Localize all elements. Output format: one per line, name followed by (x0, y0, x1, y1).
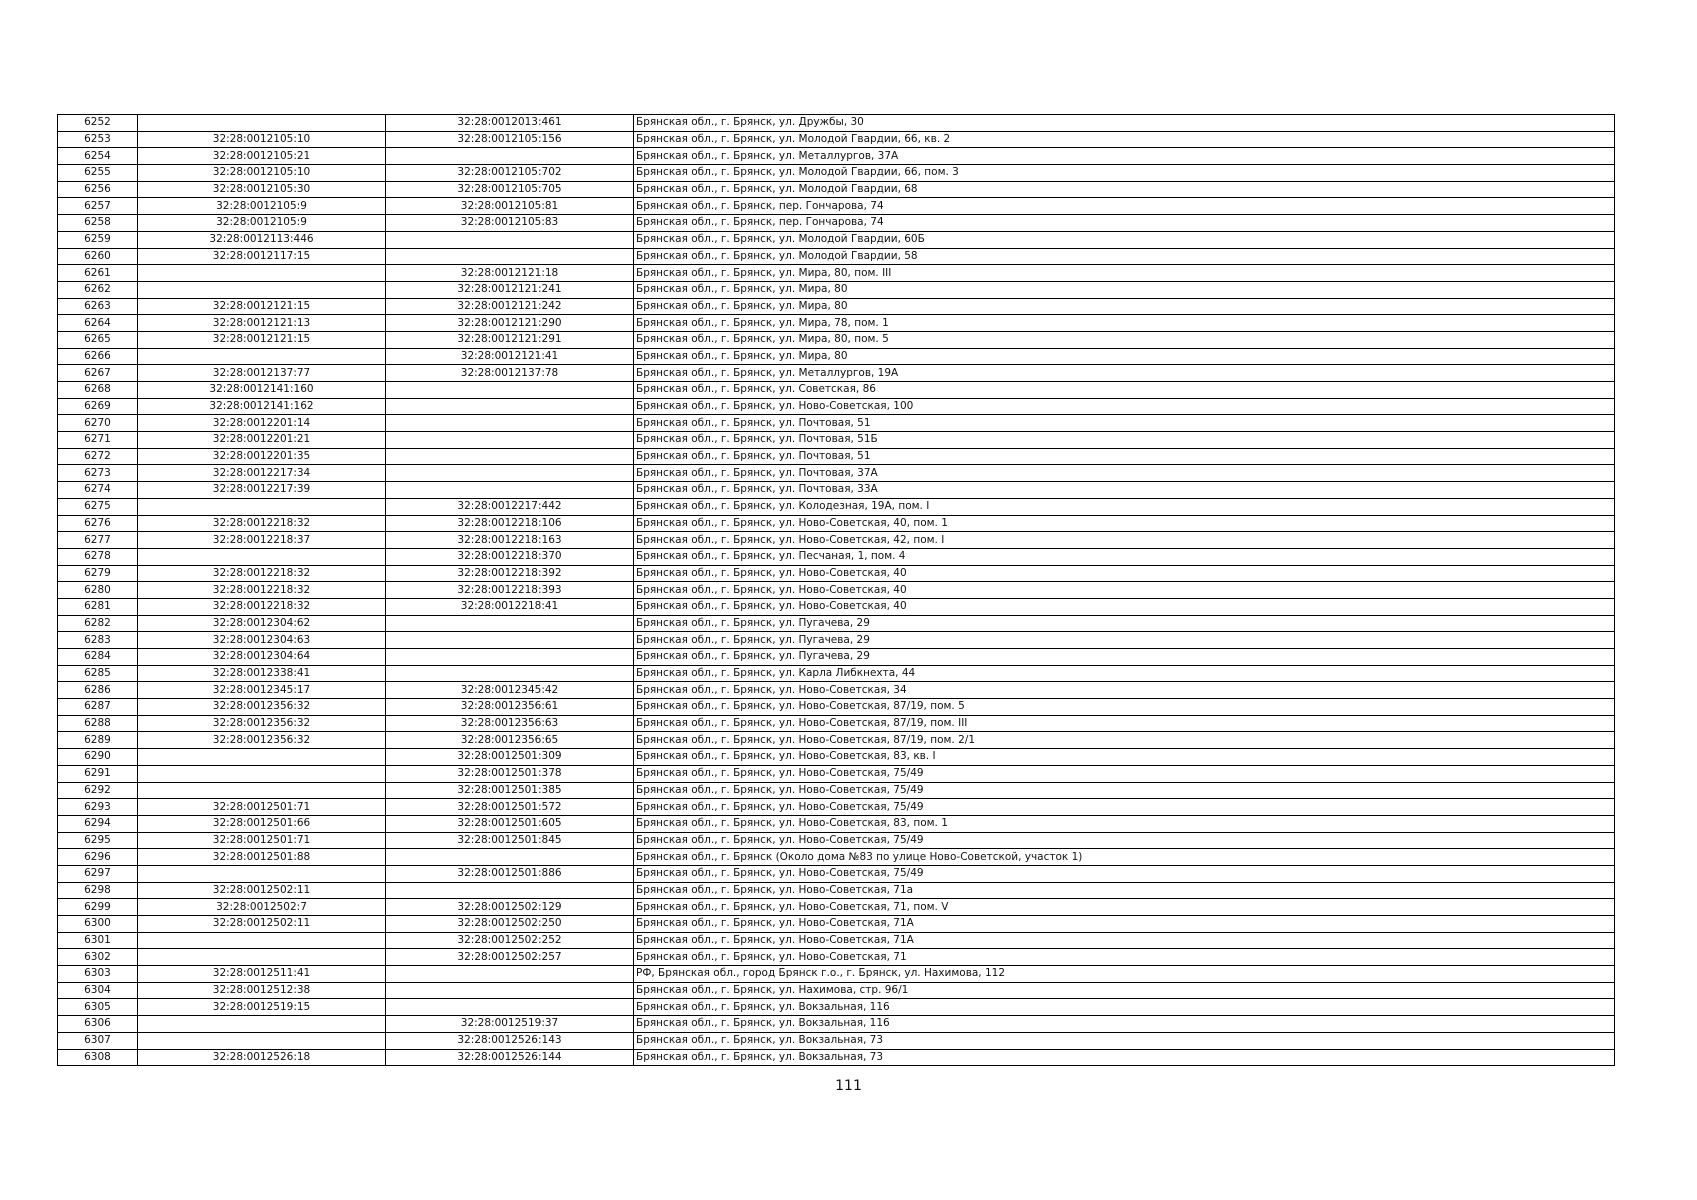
address-cell: Брянская обл., г. Брянск, ул. Ново-Советская, 42, пом. I (634, 532, 1615, 549)
object-number-cell: 32:28:0012501:378 (386, 765, 634, 782)
object-number-cell: 32:28:0012105:81 (386, 198, 634, 215)
cadastral-number-cell: 32:28:0012519:15 (138, 999, 386, 1016)
row-number-cell: 6301 (58, 932, 138, 949)
row-number-cell: 6276 (58, 515, 138, 532)
cadastral-number-cell: 32:28:0012304:62 (138, 615, 386, 632)
row-number-cell: 6281 (58, 598, 138, 615)
address-cell: Брянская обл., г. Брянск, ул. Ново-Советская, 75/49 (634, 765, 1615, 782)
row-number-cell: 6293 (58, 799, 138, 816)
address-cell: Брянская обл., г. Брянск, ул. Ново-Советская, 75/49 (634, 799, 1615, 816)
object-number-cell (386, 248, 634, 265)
table-row (58, 348, 1615, 365)
row-number-cell: 6307 (58, 1032, 138, 1049)
object-number-cell: 32:28:0012121:18 (386, 265, 634, 282)
table-row (58, 665, 1615, 682)
table-row (58, 582, 1615, 599)
cadastral-number-cell: 32:28:0012356:32 (138, 715, 386, 732)
object-number-cell: 32:28:0012502:129 (386, 899, 634, 916)
object-number-cell: 32:28:0012356:63 (386, 715, 634, 732)
row-number-cell: 6252 (58, 115, 138, 132)
row-number-cell: 6259 (58, 231, 138, 248)
address-cell: Брянская обл., г. Брянск, ул. Песчаная, 1, пом. 4 (634, 548, 1615, 565)
address-cell: Брянская обл., г. Брянск, ул. Советская, 86 (634, 382, 1615, 399)
address-cell: Брянская обл., г. Брянск, ул. Ново-Советская, 83, кв. I (634, 749, 1615, 766)
address-cell: Брянская обл., г. Брянск, ул. Молодой Гвардии, 66, кв. 2 (634, 131, 1615, 148)
cadastral-number-cell: 32:28:0012502:7 (138, 899, 386, 916)
table-row (58, 448, 1615, 465)
cadastral-number-cell: 32:28:0012121:15 (138, 331, 386, 348)
row-number-cell: 6268 (58, 382, 138, 399)
row-number-cell: 6255 (58, 165, 138, 182)
address-cell: Брянская обл., г. Брянск, ул. Нахимова, стр. 96/1 (634, 982, 1615, 999)
table-row (58, 131, 1615, 148)
object-number-cell: 32:28:0012502:250 (386, 916, 634, 933)
address-cell: Брянская обл., г. Брянск, ул. Молодой Гвардии, 68 (634, 181, 1615, 198)
object-number-cell: 32:28:0012501:886 (386, 865, 634, 882)
table-row (58, 982, 1615, 999)
table-body (58, 115, 1615, 1066)
table-row (58, 815, 1615, 832)
row-number-cell: 6296 (58, 849, 138, 866)
address-cell: Брянская обл., г. Брянск, ул. Металлургов, 37А (634, 148, 1615, 165)
row-number-cell: 6270 (58, 415, 138, 432)
table-row (58, 315, 1615, 332)
object-number-cell: 32:28:0012218:163 (386, 532, 634, 549)
object-number-cell: 32:28:0012526:144 (386, 1049, 634, 1066)
cadastral-number-cell: 32:28:0012501:71 (138, 832, 386, 849)
row-number-cell: 6295 (58, 832, 138, 849)
row-number-cell: 6261 (58, 265, 138, 282)
table-row (58, 649, 1615, 666)
table-row (58, 882, 1615, 899)
address-cell: Брянская обл., г. Брянск, ул. Ново-Советская, 71 (634, 949, 1615, 966)
table-row (58, 682, 1615, 699)
table-row (58, 465, 1615, 482)
object-number-cell: 32:28:0012356:61 (386, 699, 634, 716)
table-row (58, 365, 1615, 382)
object-number-cell: 32:28:0012501:845 (386, 832, 634, 849)
row-number-cell: 6256 (58, 181, 138, 198)
cadastral-number-cell: 32:28:0012356:32 (138, 699, 386, 716)
cadastral-number-cell (138, 348, 386, 365)
row-number-cell: 6300 (58, 916, 138, 933)
table-row (58, 732, 1615, 749)
row-number-cell: 6280 (58, 582, 138, 599)
row-number-cell: 6282 (58, 615, 138, 632)
address-cell: Брянская обл., г. Брянск, ул. Ново-Советская, 87/19, пом. 5 (634, 699, 1615, 716)
row-number-cell: 6285 (58, 665, 138, 682)
row-number-cell: 6258 (58, 215, 138, 232)
data-table (57, 114, 1615, 1066)
cadastral-number-cell: 32:28:0012201:14 (138, 415, 386, 432)
cadastral-number-cell: 32:28:0012217:39 (138, 482, 386, 499)
row-number-cell: 6302 (58, 949, 138, 966)
row-number-cell: 6269 (58, 398, 138, 415)
address-cell: Брянская обл., г. Брянск, ул. Колодезная, 19А, пом. I (634, 498, 1615, 515)
address-cell: Брянская обл., г. Брянск, ул. Ново-Советская, 40 (634, 582, 1615, 599)
cadastral-number-cell: 32:28:0012201:21 (138, 432, 386, 449)
table-row (58, 1016, 1615, 1033)
table-row (58, 548, 1615, 565)
row-number-cell: 6283 (58, 632, 138, 649)
row-number-cell: 6308 (58, 1049, 138, 1066)
row-number-cell: 6305 (58, 999, 138, 1016)
address-cell: Брянская обл., г. Брянск, ул. Пугачева, 29 (634, 649, 1615, 666)
address-cell: Брянская обл., г. Брянск, ул. Ново-Советская, 87/19, пом. III (634, 715, 1615, 732)
cadastral-number-cell: 32:28:0012105:10 (138, 131, 386, 148)
cadastral-number-cell: 32:28:0012137:77 (138, 365, 386, 382)
cadastral-number-cell: 32:28:0012105:9 (138, 215, 386, 232)
table-row (58, 999, 1615, 1016)
address-cell: Брянская обл., г. Брянск, пер. Гончарова, 74 (634, 215, 1615, 232)
cadastral-number-cell (138, 949, 386, 966)
address-cell: Брянская обл., г. Брянск, ул. Ново-Советская, 40 (634, 565, 1615, 582)
address-cell: Брянская обл., г. Брянск, ул. Ново-Советская, 40, пом. 1 (634, 515, 1615, 532)
address-cell: Брянская обл., г. Брянск, ул. Почтовая, 51Б (634, 432, 1615, 449)
row-number-cell: 6267 (58, 365, 138, 382)
object-number-cell (386, 398, 634, 415)
cadastral-number-cell: 32:28:0012218:32 (138, 598, 386, 615)
row-number-cell: 6254 (58, 148, 138, 165)
row-number-cell: 6265 (58, 331, 138, 348)
address-cell: Брянская обл., г. Брянск, ул. Ново-Советская, 71А (634, 916, 1615, 933)
object-number-cell: 32:28:0012501:572 (386, 799, 634, 816)
cadastral-number-cell (138, 281, 386, 298)
address-cell: Брянская обл., г. Брянск, ул. Ново-Советская, 75/49 (634, 832, 1615, 849)
row-number-cell: 6287 (58, 699, 138, 716)
cadastral-number-cell: 32:28:0012501:66 (138, 815, 386, 832)
object-number-cell (386, 665, 634, 682)
address-cell: Брянская обл., г. Брянск, ул. Мира, 80 (634, 281, 1615, 298)
row-number-cell: 6288 (58, 715, 138, 732)
object-number-cell: 32:28:0012105:705 (386, 181, 634, 198)
address-cell: Брянская обл., г. Брянск, ул. Почтовая, 37А (634, 465, 1615, 482)
object-number-cell: 32:28:0012218:393 (386, 582, 634, 599)
object-number-cell: 32:28:0012356:65 (386, 732, 634, 749)
table-row (58, 265, 1615, 282)
row-number-cell: 6306 (58, 1016, 138, 1033)
address-cell: Брянская обл., г. Брянск, ул. Ново-Советская, 75/49 (634, 782, 1615, 799)
row-number-cell: 6263 (58, 298, 138, 315)
table-row (58, 598, 1615, 615)
cadastral-number-cell: 32:28:0012105:21 (138, 148, 386, 165)
address-cell: Брянская обл., г. Брянск, ул. Ново-Советская, 87/19, пом. 2/1 (634, 732, 1615, 749)
row-number-cell: 6278 (58, 548, 138, 565)
cadastral-number-cell: 32:28:0012105:9 (138, 198, 386, 215)
address-cell: Брянская обл., г. Брянск, ул. Металлургов, 19А (634, 365, 1615, 382)
address-cell: Брянская обл., г. Брянск, ул. Мира, 80, пом. 5 (634, 331, 1615, 348)
cadastral-number-cell: 32:28:0012526:18 (138, 1049, 386, 1066)
row-number-cell: 6299 (58, 899, 138, 916)
object-number-cell (386, 382, 634, 399)
cadastral-number-cell: 32:28:0012113:446 (138, 231, 386, 248)
object-number-cell: 32:28:0012218:41 (386, 598, 634, 615)
address-cell: Брянская обл., г. Брянск, ул. Почтовая, 51 (634, 448, 1615, 465)
object-number-cell: 32:28:0012218:370 (386, 548, 634, 565)
cadastral-number-cell (138, 932, 386, 949)
object-number-cell (386, 448, 634, 465)
address-cell: Брянская обл., г. Брянск (Около дома №83 по улице Ново-Советской, участок 1) (634, 849, 1615, 866)
object-number-cell (386, 415, 634, 432)
row-number-cell: 6284 (58, 649, 138, 666)
cadastral-number-cell: 32:28:0012218:32 (138, 515, 386, 532)
cadastral-number-cell (138, 1016, 386, 1033)
object-number-cell (386, 966, 634, 983)
address-cell: Брянская обл., г. Брянск, ул. Ново-Советская, 71А (634, 932, 1615, 949)
row-number-cell: 6304 (58, 982, 138, 999)
object-number-cell (386, 882, 634, 899)
table-row (58, 498, 1615, 515)
object-number-cell (386, 148, 634, 165)
address-cell: Брянская обл., г. Брянск, ул. Дружбы, 30 (634, 115, 1615, 132)
object-number-cell: 32:28:0012217:442 (386, 498, 634, 515)
row-number-cell: 6275 (58, 498, 138, 515)
table-row (58, 749, 1615, 766)
table-row (58, 432, 1615, 449)
cadastral-number-cell: 32:28:0012356:32 (138, 732, 386, 749)
row-number-cell: 6260 (58, 248, 138, 265)
table-row (58, 966, 1615, 983)
row-number-cell: 6294 (58, 815, 138, 832)
object-number-cell: 32:28:0012121:41 (386, 348, 634, 365)
object-number-cell: 32:28:0012502:257 (386, 949, 634, 966)
cadastral-number-cell: 32:28:0012141:160 (138, 382, 386, 399)
object-number-cell: 32:28:0012013:461 (386, 115, 634, 132)
row-number-cell: 6277 (58, 532, 138, 549)
object-number-cell (386, 849, 634, 866)
cadastral-number-cell: 32:28:0012501:88 (138, 849, 386, 866)
address-cell: Брянская обл., г. Брянск, ул. Ново-Советская, 100 (634, 398, 1615, 415)
object-number-cell: 32:28:0012519:37 (386, 1016, 634, 1033)
address-cell: Брянская обл., г. Брянск, ул. Мира, 80 (634, 348, 1615, 365)
object-number-cell: 32:28:0012502:252 (386, 932, 634, 949)
address-cell: Брянская обл., г. Брянск, ул. Пугачева, 29 (634, 615, 1615, 632)
table-row (58, 198, 1615, 215)
cadastral-number-cell (138, 498, 386, 515)
cadastral-number-cell: 32:28:0012511:41 (138, 966, 386, 983)
cadastral-number-cell: 32:28:0012141:162 (138, 398, 386, 415)
table-row (58, 899, 1615, 916)
table-row (58, 532, 1615, 549)
table-row (58, 949, 1615, 966)
object-number-cell (386, 432, 634, 449)
row-number-cell: 6303 (58, 966, 138, 983)
cadastral-number-cell: 32:28:0012121:13 (138, 315, 386, 332)
cadastral-number-cell: 32:28:0012345:17 (138, 682, 386, 699)
table-row (58, 248, 1615, 265)
cadastral-number-cell (138, 782, 386, 799)
table-row (58, 382, 1615, 399)
table-row (58, 632, 1615, 649)
address-cell: РФ, Брянская обл., город Брянск г.о., г. Брянск, ул. Нахимова, 112 (634, 966, 1615, 983)
row-number-cell: 6286 (58, 682, 138, 699)
address-cell: Брянская обл., г. Брянск, ул. Карла Либкнехта, 44 (634, 665, 1615, 682)
table-row (58, 165, 1615, 182)
address-cell: Брянская обл., г. Брянск, ул. Ново-Советская, 83, пом. 1 (634, 815, 1615, 832)
address-cell: Брянская обл., г. Брянск, ул. Мира, 80 (634, 298, 1615, 315)
object-number-cell: 32:28:0012501:309 (386, 749, 634, 766)
object-number-cell (386, 231, 634, 248)
object-number-cell: 32:28:0012105:156 (386, 131, 634, 148)
table-row (58, 181, 1615, 198)
address-cell: Брянская обл., г. Брянск, ул. Молодой Гвардии, 60Б (634, 231, 1615, 248)
table-row (58, 415, 1615, 432)
address-cell: Брянская обл., г. Брянск, пер. Гончарова, 74 (634, 198, 1615, 215)
cadastral-number-cell (138, 749, 386, 766)
table-row (58, 565, 1615, 582)
cadastral-number-cell: 32:28:0012502:11 (138, 916, 386, 933)
table-row (58, 298, 1615, 315)
table-row (58, 916, 1615, 933)
address-cell: Брянская обл., г. Брянск, ул. Почтовая, 51 (634, 415, 1615, 432)
cadastral-number-cell: 32:28:0012217:34 (138, 465, 386, 482)
address-cell: Брянская обл., г. Брянск, ул. Вокзальная, 116 (634, 1016, 1615, 1033)
row-number-cell: 6291 (58, 765, 138, 782)
cadastral-number-cell: 32:28:0012501:71 (138, 799, 386, 816)
cadastral-number-cell: 32:28:0012105:10 (138, 165, 386, 182)
cadastral-number-cell: 32:28:0012304:63 (138, 632, 386, 649)
table-row (58, 832, 1615, 849)
object-number-cell: 32:28:0012121:291 (386, 331, 634, 348)
object-number-cell: 32:28:0012501:605 (386, 815, 634, 832)
cadastral-number-cell (138, 1032, 386, 1049)
address-cell: Брянская обл., г. Брянск, ул. Ново-Советская, 34 (634, 682, 1615, 699)
row-number-cell: 6297 (58, 865, 138, 882)
cadastral-number-cell: 32:28:0012218:32 (138, 565, 386, 582)
address-cell: Брянская обл., г. Брянск, ул. Ново-Советская, 71а (634, 882, 1615, 899)
address-cell: Брянская обл., г. Брянск, ул. Вокзальная, 73 (634, 1032, 1615, 1049)
cadastral-number-cell (138, 865, 386, 882)
cadastral-number-cell (138, 765, 386, 782)
row-number-cell: 6274 (58, 482, 138, 499)
cadastral-number-cell: 32:28:0012304:64 (138, 649, 386, 666)
address-cell: Брянская обл., г. Брянск, ул. Вокзальная, 116 (634, 999, 1615, 1016)
cadastral-number-cell: 32:28:0012218:32 (138, 582, 386, 599)
table-row (58, 715, 1615, 732)
table-row (58, 231, 1615, 248)
object-number-cell: 32:28:0012345:42 (386, 682, 634, 699)
table-row (58, 398, 1615, 415)
table-row (58, 331, 1615, 348)
cadastral-number-cell (138, 548, 386, 565)
row-number-cell: 6290 (58, 749, 138, 766)
address-cell: Брянская обл., г. Брянск, ул. Ново-Советская, 75/49 (634, 865, 1615, 882)
table-row (58, 281, 1615, 298)
object-number-cell: 32:28:0012218:106 (386, 515, 634, 532)
row-number-cell: 6289 (58, 732, 138, 749)
address-cell: Брянская обл., г. Брянск, ул. Молодой Гвардии, 58 (634, 248, 1615, 265)
table-row (58, 1032, 1615, 1049)
cadastral-number-cell: 32:28:0012201:35 (138, 448, 386, 465)
object-number-cell: 32:28:0012501:385 (386, 782, 634, 799)
table-row (58, 115, 1615, 132)
row-number-cell: 6253 (58, 131, 138, 148)
table-row (58, 699, 1615, 716)
table-row (58, 765, 1615, 782)
cadastral-number-cell: 32:28:0012121:15 (138, 298, 386, 315)
row-number-cell: 6273 (58, 465, 138, 482)
table-row (58, 849, 1615, 866)
table-row (58, 615, 1615, 632)
row-number-cell: 6279 (58, 565, 138, 582)
cadastral-number-cell (138, 265, 386, 282)
address-cell: Брянская обл., г. Брянск, ул. Молодой Гвардии, 66, пом. 3 (634, 165, 1615, 182)
row-number-cell: 6266 (58, 348, 138, 365)
table-row (58, 1049, 1615, 1066)
table-row (58, 148, 1615, 165)
object-number-cell: 32:28:0012137:78 (386, 365, 634, 382)
object-number-cell (386, 982, 634, 999)
object-number-cell: 32:28:0012121:290 (386, 315, 634, 332)
row-number-cell: 6298 (58, 882, 138, 899)
address-cell: Брянская обл., г. Брянск, ул. Мира, 78, пом. 1 (634, 315, 1615, 332)
table-row (58, 515, 1615, 532)
object-number-cell: 32:28:0012121:241 (386, 281, 634, 298)
object-number-cell: 32:28:0012105:83 (386, 215, 634, 232)
address-cell: Брянская обл., г. Брянск, ул. Ново-Советская, 71, пом. V (634, 899, 1615, 916)
row-number-cell: 6272 (58, 448, 138, 465)
object-number-cell (386, 615, 634, 632)
row-number-cell: 6257 (58, 198, 138, 215)
row-number-cell: 6262 (58, 281, 138, 298)
cadastral-number-cell (138, 115, 386, 132)
row-number-cell: 6264 (58, 315, 138, 332)
object-number-cell: 32:28:0012105:702 (386, 165, 634, 182)
cadastral-number-cell: 32:28:0012512:38 (138, 982, 386, 999)
row-number-cell: 6271 (58, 432, 138, 449)
address-cell: Брянская обл., г. Брянск, ул. Мира, 80, пом. III (634, 265, 1615, 282)
table-row (58, 865, 1615, 882)
object-number-cell: 32:28:0012526:143 (386, 1032, 634, 1049)
cadastral-number-cell: 32:28:0012218:37 (138, 532, 386, 549)
cadastral-number-cell: 32:28:0012502:11 (138, 882, 386, 899)
cadastral-number-cell: 32:28:0012117:15 (138, 248, 386, 265)
table-row (58, 799, 1615, 816)
object-number-cell: 32:28:0012121:242 (386, 298, 634, 315)
object-number-cell: 32:28:0012218:392 (386, 565, 634, 582)
table-row (58, 782, 1615, 799)
address-cell: Брянская обл., г. Брянск, ул. Пугачева, 29 (634, 632, 1615, 649)
object-number-cell (386, 632, 634, 649)
address-cell: Брянская обл., г. Брянск, ул. Почтовая, 33А (634, 482, 1615, 499)
row-number-cell: 6292 (58, 782, 138, 799)
table-row (58, 215, 1615, 232)
table-row (58, 932, 1615, 949)
cadastral-number-cell: 32:28:0012105:30 (138, 181, 386, 198)
object-number-cell (386, 649, 634, 666)
address-cell: Брянская обл., г. Брянск, ул. Вокзальная, 73 (634, 1049, 1615, 1066)
object-number-cell (386, 999, 634, 1016)
object-number-cell (386, 465, 634, 482)
object-number-cell (386, 482, 634, 499)
address-cell: Брянская обл., г. Брянск, ул. Ново-Советская, 40 (634, 598, 1615, 615)
cadastral-number-cell: 32:28:0012338:41 (138, 665, 386, 682)
table-row (58, 482, 1615, 499)
page-number: 111 (835, 1078, 862, 1094)
